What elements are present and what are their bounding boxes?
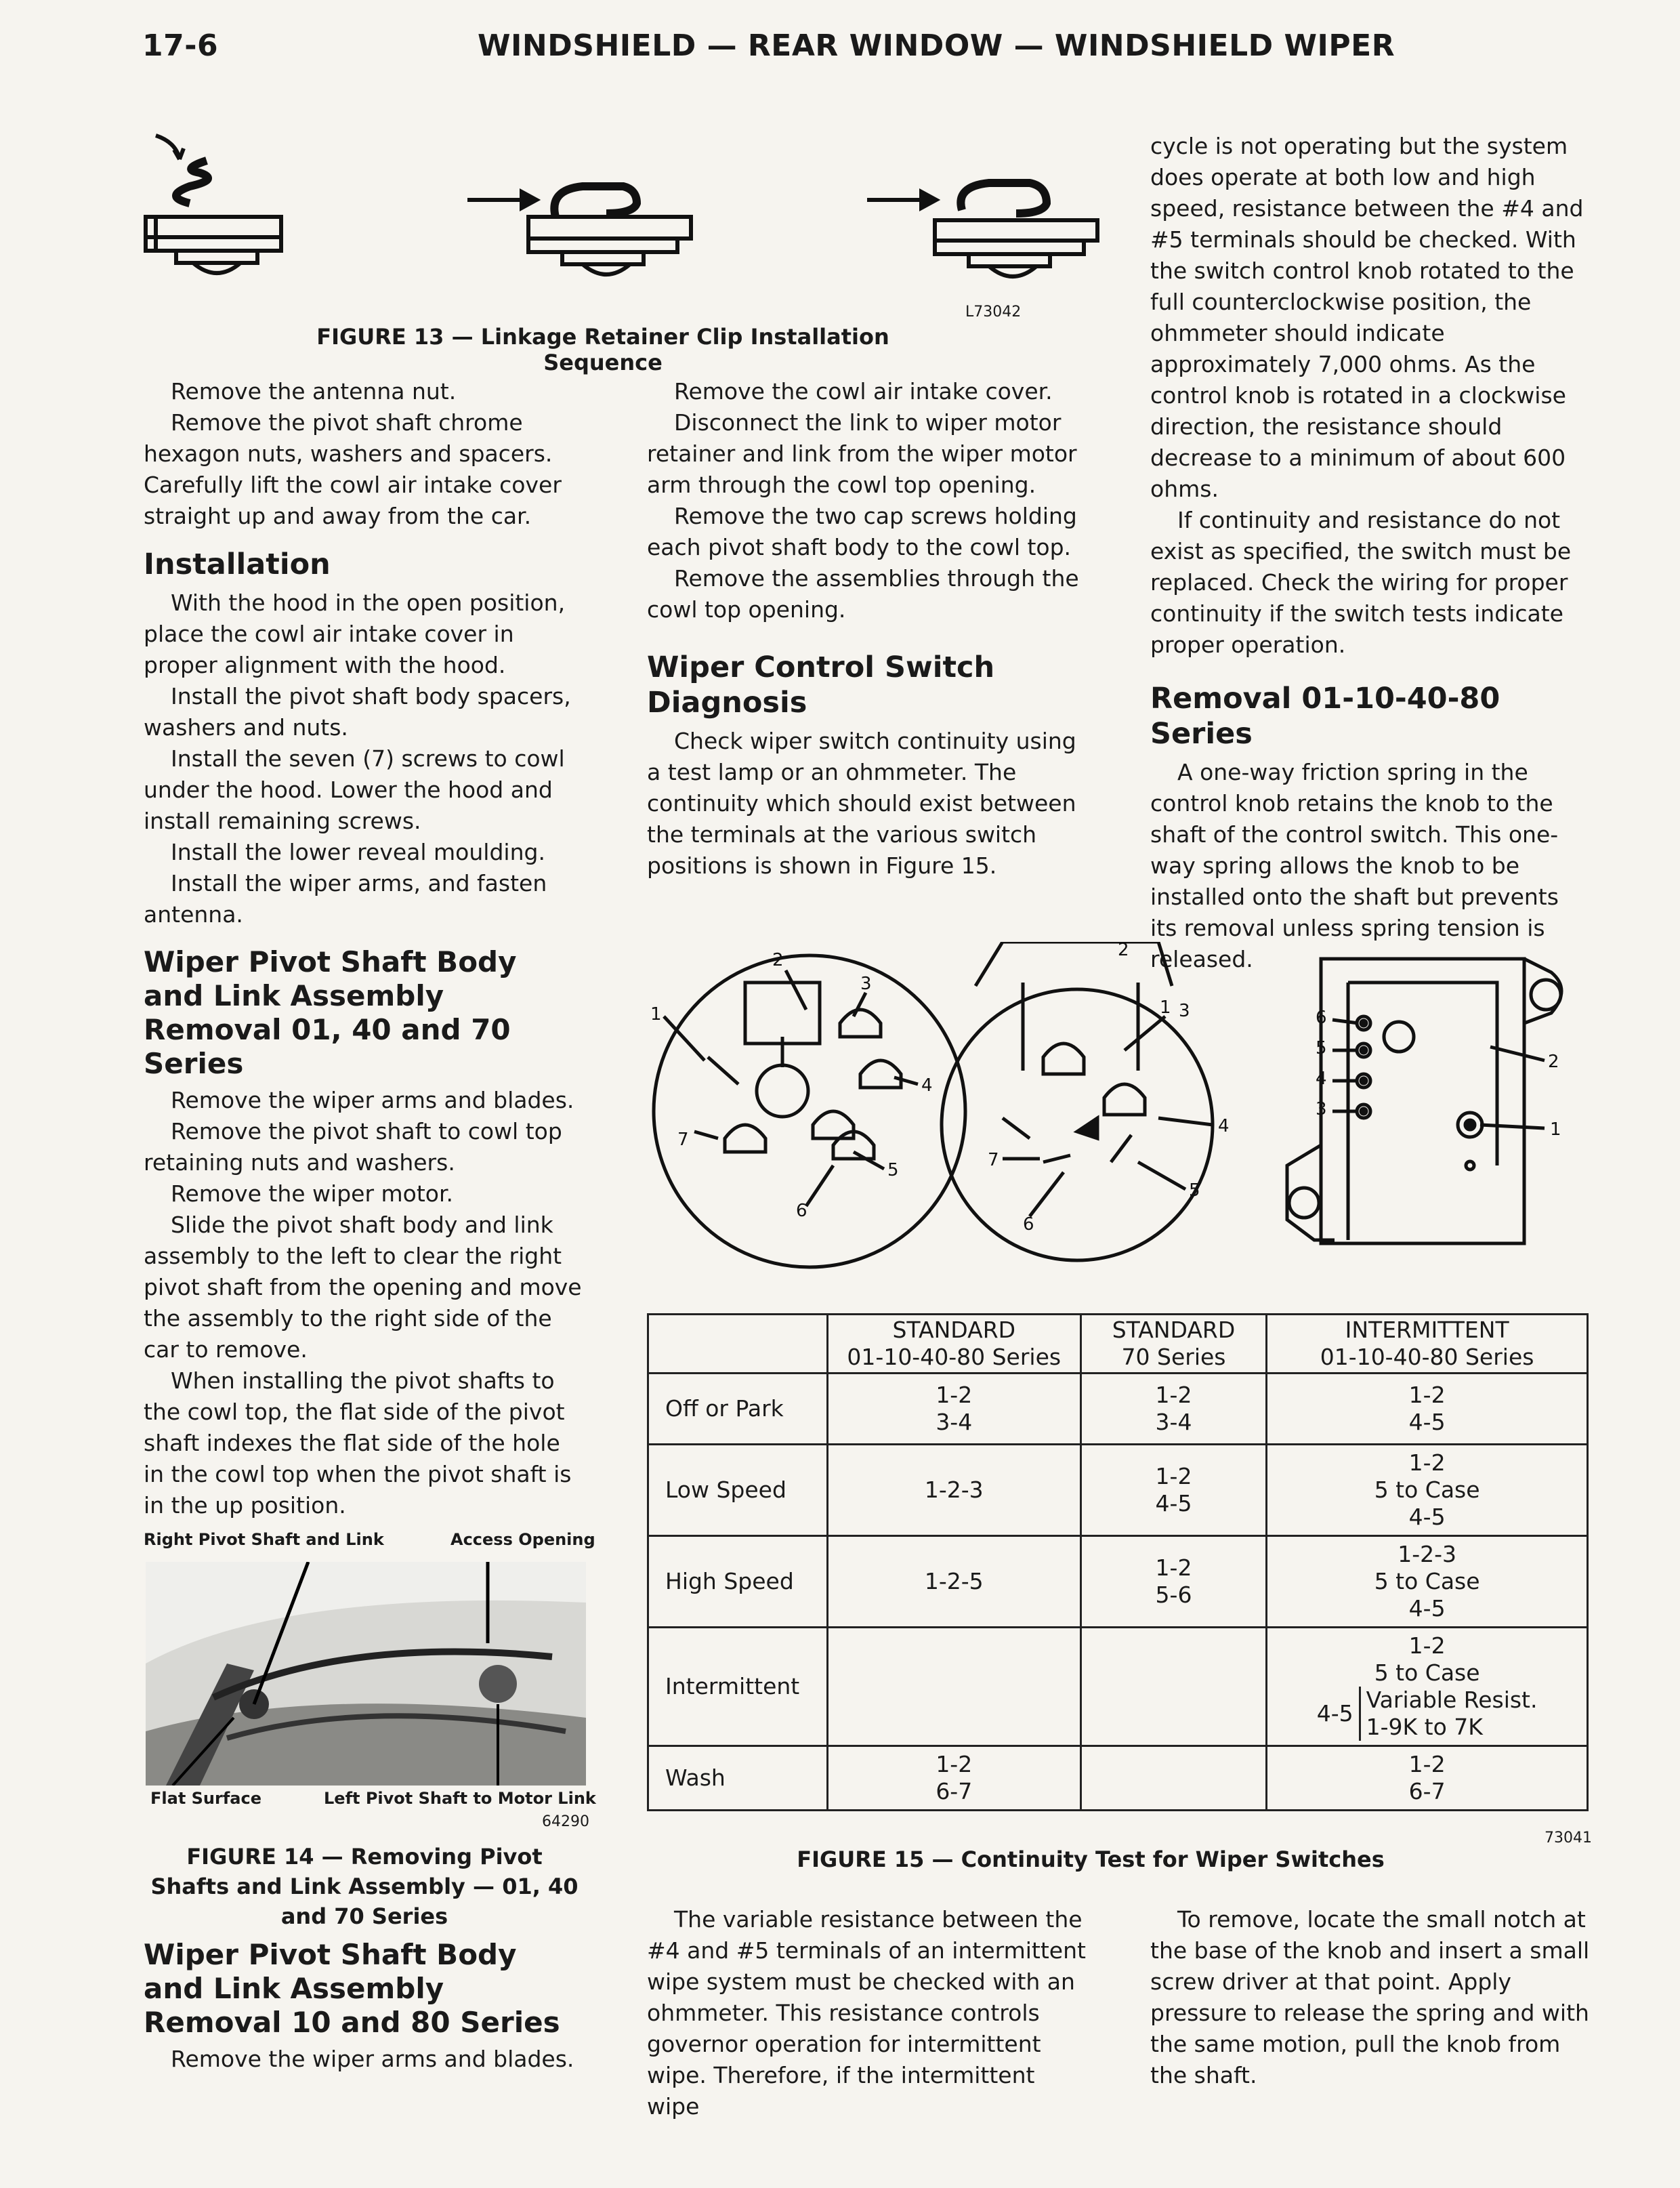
table-cell — [1080, 1746, 1267, 1811]
section-heading: Installation — [144, 548, 331, 581]
table-cell: 1-2-5 — [827, 1536, 1080, 1628]
paragraph: Remove the wiper arms and blades. — [171, 1087, 574, 1113]
figure13-code: L73042 — [965, 304, 1022, 321]
paragraph: Install the wiper arms, and fasten antenna. — [144, 870, 547, 928]
table-row — [648, 1746, 1588, 1811]
diagram-number: 3 — [1179, 1001, 1190, 1021]
diagram-number: 4 — [1218, 1116, 1230, 1136]
page-number: 17-6 — [142, 28, 219, 63]
diagram-number: 6 — [1023, 1214, 1034, 1235]
diagram-number: 3 — [860, 974, 872, 994]
diagram-number: 2 — [772, 950, 784, 970]
table-header-blank — [648, 1315, 828, 1374]
figure14-label-flat-surface: Flat Surface — [150, 1789, 261, 1808]
table-cell: 1-2 3-4 — [1080, 1374, 1267, 1445]
paragraph: When installing the pivot shafts to the cowl top, the flat side of the pivot shaft indexes the flat side of the hole in the cowl top when the pivot shaft is in the up position. — [144, 1367, 572, 1519]
row-label: Off or Park — [648, 1374, 828, 1445]
diagram-number: 7 — [677, 1130, 689, 1150]
column-3 — [1150, 131, 1591, 975]
section-heading: Wiper Pivot Shaft Body and Link Assembly Removal 01, 40 and 70 Series — [144, 945, 517, 1080]
diagram-number: 5 — [887, 1160, 899, 1180]
diagram-number: 3 — [1316, 1099, 1327, 1119]
paragraph: Slide the pivot shaft body and link assembly to the left to clear the right pivot shaft from the opening and move the assembly to the right side of the car to remove. — [144, 1212, 582, 1363]
column-2-bottom — [647, 1904, 1087, 2122]
section-heading: Wiper Pivot Shaft Body and Link Assembly Removal 10 and 80 Series — [144, 1938, 560, 2039]
diagram-number: 1 — [1550, 1119, 1561, 1140]
paragraph: A one-way friction spring in the control knob retains the knob to the shaft of the control switch. This one-way spring allows the knob to be installed onto the shaft but prevents its removal unless spring tension is released. — [1150, 759, 1559, 972]
table-cell — [827, 1628, 1080, 1746]
paragraph: Remove the wiper motor. — [171, 1180, 454, 1207]
paragraph: Disconnect the link to wiper motor retainer and link from the wiper motor arm through the cowl top opening. — [647, 409, 1077, 498]
paragraph: The variable resistance between the #4 and #5 terminals of an intermittent wipe system must be checked with an ohmmeter. This resistance controls governor operation for intermittent wipe. Therefore, if the intermittent wipe — [647, 1906, 1086, 2120]
table-cell — [1080, 1628, 1267, 1746]
table-cell: 1-2 4-5 — [1080, 1445, 1267, 1536]
diagram-number: 2 — [1548, 1052, 1559, 1072]
figure13-drawing — [115, 122, 1131, 325]
column-1 — [144, 376, 584, 1521]
diagram-number: 5 — [1316, 1038, 1327, 1058]
table-row — [648, 1536, 1588, 1628]
paragraph: Remove the assemblies through the cowl top opening. — [647, 565, 1079, 623]
diagram-number: 1 — [1160, 997, 1171, 1018]
paragraph: Install the lower reveal moulding. — [171, 839, 545, 865]
paragraph: With the hood in the open position, place the cowl air intake cover in proper alignment with the hood. — [144, 590, 566, 678]
figure14-label-left-pivot: Left Pivot Shaft to Motor Link — [324, 1789, 596, 1808]
figure14-label-access-opening: Access Opening — [450, 1530, 595, 1549]
table-header-standard: STANDARD 01-10-40-80 Series — [827, 1315, 1080, 1374]
table-row — [648, 1374, 1588, 1445]
diagram-number: 1 — [650, 1004, 662, 1025]
table-row — [648, 1445, 1588, 1536]
table-cell: 1-2 5 to Case 4-5 Variable Resist. 1-9K to 7K — [1267, 1628, 1588, 1746]
paragraph: If continuity and resistance do not exist as specified, the switch must be replaced. Check the wiring for proper continuity if the switch tests indicate proper operation. — [1150, 507, 1572, 658]
table-cell: 1-2 5 to Case 4-5 — [1267, 1445, 1588, 1536]
row-label: Intermittent — [648, 1628, 828, 1746]
continuity-table — [647, 1313, 1589, 1811]
paragraph: Check wiper switch continuity using a test lamp or an ohmmeter. The continuity which should exist between the terminals at the various switch positions is shown in Figure 15. — [647, 728, 1076, 879]
column-1-bottom — [144, 1938, 584, 2075]
table-header-standard-70: STANDARD 70 Series — [1080, 1315, 1267, 1374]
table-cell: 1-2 6-7 — [827, 1746, 1080, 1811]
table-row — [648, 1628, 1588, 1746]
row-label: High Speed — [648, 1536, 828, 1628]
figure15-code: 73041 — [1545, 1830, 1592, 1846]
table-cell: 1-2 4-5 — [1267, 1374, 1588, 1445]
diagram-number: 5 — [1189, 1180, 1200, 1201]
table-header-row — [648, 1315, 1588, 1374]
intermittent-side-label: 4-5 — [1316, 1700, 1353, 1727]
figure13-caption: FIGURE 13 — Linkage Retainer Clip Installation Sequence — [316, 324, 889, 375]
diagram-number: 6 — [1316, 1008, 1327, 1028]
page-title: WINDSHIELD — REAR WINDOW — WINDSHIELD WIPER — [478, 28, 1395, 63]
figure15-diagrams — [650, 942, 1599, 1308]
paragraph: To remove, locate the small notch at the base of the knob and insert a small screw driver at that point. Apply pressure to release the spring and with the same motion, pull the knob from the shaft. — [1150, 1906, 1590, 2088]
paragraph: Remove the wiper arms and blades. — [171, 2046, 574, 2072]
row-label: Low Speed — [648, 1445, 828, 1536]
figure14-photo — [146, 1562, 586, 1786]
table-cell: 1-2-3 5 to Case 4-5 — [1267, 1536, 1588, 1628]
diagram-number: 2 — [1118, 942, 1129, 960]
diagram-number: 4 — [1316, 1069, 1327, 1089]
paragraph: Remove the pivot shaft to cowl top retaining nuts and washers. — [144, 1118, 562, 1176]
figure14-label-right-pivot: Right Pivot Shaft and Link — [144, 1530, 384, 1549]
table-header-intermittent: INTERMITTENT 01-10-40-80 Series — [1267, 1315, 1588, 1374]
diagram-number: 7 — [988, 1150, 999, 1170]
row-label: Wash — [648, 1746, 828, 1811]
table-cell: 1-2 6-7 — [1267, 1746, 1588, 1811]
paragraph: cycle is not operating but the system does operate at both low and high speed, resistance between the #4 and #5 terminals should be checked. With the switch control knob rotated to the full counterclockwise position, the ohmmeter should indicate approximately 7,000 ohms. As the control knob is rotated in a clockwise direction, the resistance should decrease to a minimum of about 600 ohms. — [1150, 133, 1584, 502]
paragraph: Install the seven (7) screws to cowl under the hood. Lower the hood and install remaining screws. — [144, 745, 565, 834]
section-heading: Removal 01-10-40-80 Series — [1150, 682, 1500, 751]
diagram-number: 6 — [796, 1201, 807, 1221]
column-2 — [647, 376, 1087, 882]
table-cell: 1-2 3-4 — [827, 1374, 1080, 1445]
table-cell: 1-2-3 — [827, 1445, 1080, 1536]
diagram-number: 4 — [921, 1075, 933, 1096]
section-heading: Wiper Control Switch Diagnosis — [647, 651, 995, 720]
figure15-caption: FIGURE 15 — Continuity Test for Wiper Switches — [797, 1846, 1385, 1872]
column-3-bottom — [1150, 1904, 1591, 2091]
paragraph: Install the pivot shaft body spacers, washers and nuts. — [144, 683, 571, 741]
figure14-caption: FIGURE 14 — Removing Pivot Shafts and Link Assembly — 01, 40 and 70 Series — [150, 1844, 579, 1929]
paragraph: Remove the cowl air intake cover. — [674, 378, 1053, 405]
paragraph: Remove the pivot shaft chrome hexagon nuts, washers and spacers. Carefully lift the cowl air intake cover straight up and away from the car. — [144, 409, 562, 529]
table-cell: 1-2 5-6 — [1080, 1536, 1267, 1628]
paragraph: Remove the antenna nut. — [171, 378, 457, 405]
figure14-code: 64290 — [542, 1813, 589, 1830]
paragraph: Remove the two cap screws holding each pivot shaft body to the cowl top. — [647, 503, 1077, 560]
